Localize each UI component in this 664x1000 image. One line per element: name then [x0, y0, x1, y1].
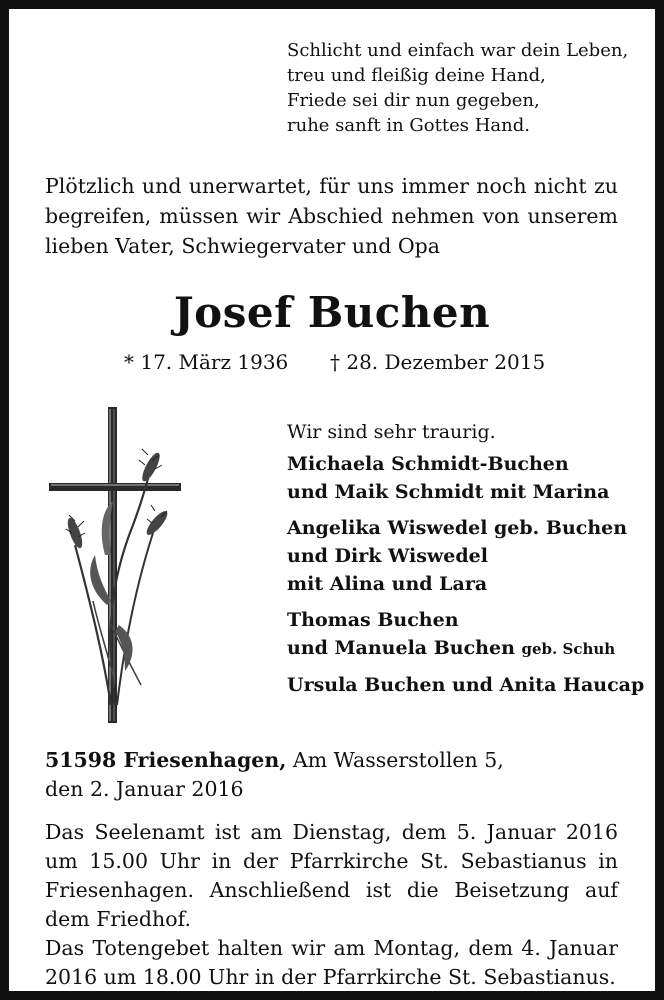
- mourner-line: und Maik Schmidt mit Marina: [287, 481, 610, 503]
- address-line: [45, 746, 618, 775]
- mourners-list: [287, 418, 645, 707]
- death-date: † 28. Dezember 2015: [330, 350, 546, 374]
- mourner-line: [287, 634, 627, 663]
- address-street: Am Wasserstollen 5,: [292, 748, 504, 772]
- address-block: [45, 746, 618, 804]
- mourner-line: mit Alina und Lara: [287, 573, 488, 595]
- poem-line: treu und fleißig deine Hand,: [287, 65, 546, 86]
- mourner-line: Thomas Buchen: [287, 609, 459, 631]
- mourner-group: [287, 450, 627, 506]
- service-paragraph: Das Totengebet halten wir am Montag, dem 4. Januar 2016 um 18.00 Uhr in der Pfarrkirche St. Sebastianus.: [45, 936, 618, 989]
- intro-text: Plötzlich und unerwartet, für uns immer noch nicht zu begreifen, müssen wir Abschied nehmen von unserem lieben Vater, Schwiegervater und Opa: [45, 174, 618, 258]
- mourner-line: Angelika Wiswedel geb. Buchen: [287, 517, 628, 539]
- cross-with-wheat-icon: [45, 405, 195, 727]
- poem-line: Friede sei dir nun gegeben,: [287, 90, 540, 111]
- mourner-name: und Manuela Buchen: [287, 637, 515, 659]
- mourner-group: [287, 671, 645, 699]
- poem-line: Schlicht und einfach war dein Leben,: [287, 40, 629, 61]
- address-place: 51598 Friesenhagen,: [45, 748, 287, 772]
- maiden-name: geb. Schuh: [521, 640, 616, 658]
- mourner-group: [287, 606, 627, 663]
- mourner-line: und Dirk Wiswedel: [287, 545, 488, 567]
- mourner-group: [287, 514, 627, 598]
- deceased-name: Josef Buchen: [173, 288, 491, 337]
- mourning-statement: Wir sind sehr traurig.: [287, 421, 496, 443]
- birth-date: * 17. März 1936: [124, 350, 289, 374]
- address-date: den 2. Januar 2016: [45, 777, 244, 801]
- mourner-line: Michaela Schmidt-Buchen: [287, 453, 569, 475]
- mourner-line: Ursula Buchen und Anita Haucap: [287, 674, 645, 696]
- poem: [287, 38, 627, 138]
- service-paragraph: Das Seelenamt ist am Dienstag, dem 5. Januar 2016 um 15.00 Uhr in der Pfarrkirche St. Sebastianus in Friesenhagen. Anschließend ist die Beisetzung auf dem Friedhof.: [45, 820, 618, 931]
- poem-line: ruhe sanft in Gottes Hand.: [287, 115, 530, 136]
- service-info: [45, 818, 618, 992]
